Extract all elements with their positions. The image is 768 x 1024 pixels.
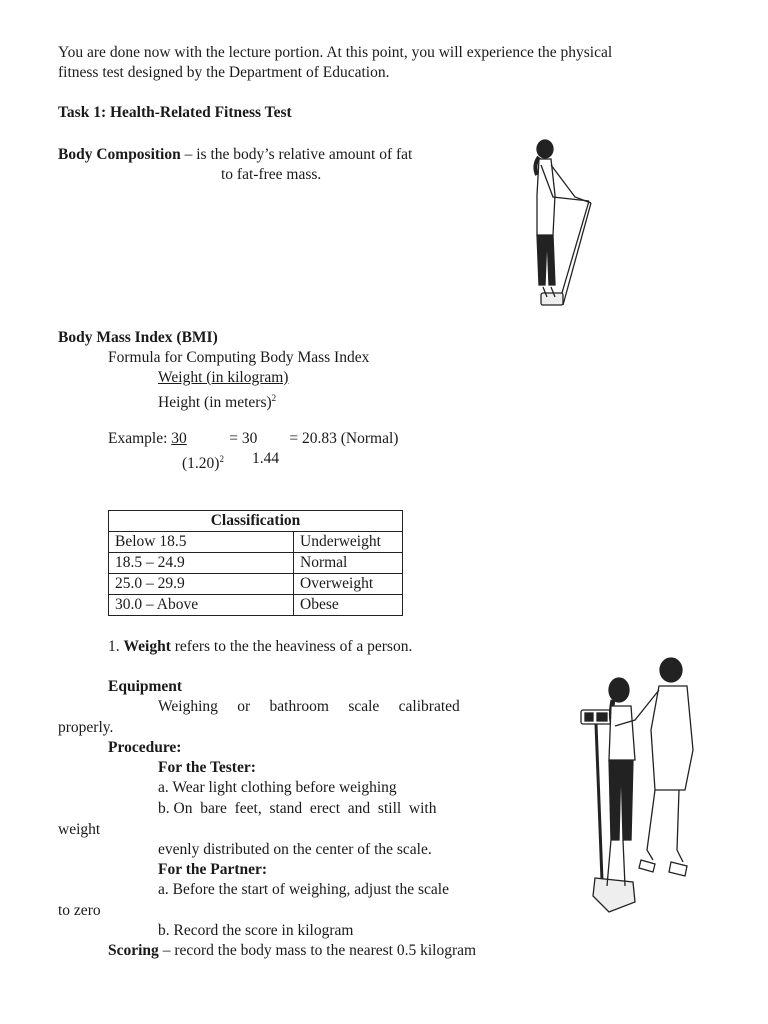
partner-step-b: b. Record the score in kilogram (158, 922, 354, 939)
bmi-range-cell: 18.5 – 24.9 (109, 553, 294, 574)
bmi-denominator-exponent: 2 (271, 393, 277, 403)
bmi-example-den-1-text: (1.20) (182, 455, 220, 472)
bmi-example-label: Example: (108, 430, 172, 447)
bmi-example-den-1 (182, 449, 224, 474)
bmi-range-cell: 25.0 – 29.9 (109, 574, 294, 595)
equipment-label: Equipment (108, 678, 183, 695)
bmi-example-den-1-exponent: 2 (219, 454, 224, 464)
bmi-example-num-1: 30 (171, 430, 187, 447)
body-composition-term: Body Composition (58, 146, 181, 163)
bmi-example-den-2: 1.44 (252, 450, 280, 467)
bmi-range-cell: 30.0 – Above (109, 595, 294, 616)
bmi-heading: Body Mass Index (BMI) (58, 329, 218, 346)
table-row (109, 532, 403, 553)
body-composition-def-2: to fat-free mass. (221, 166, 322, 183)
tester-step-b: b. On bare feet, stand erect and still with (158, 800, 437, 817)
bmi-formula-denominator (158, 388, 276, 413)
standing-person-figure (515, 135, 605, 315)
bmi-category-cell: Underweight (294, 532, 403, 553)
procedure-label: Procedure: (108, 739, 182, 756)
weight-term: Weight (123, 638, 171, 655)
scoring-text: – record the body mass to the nearest 0.5 kilogram (158, 942, 477, 959)
weight-number: 1. (108, 638, 124, 655)
bmi-denominator-text: Height (in meters) (158, 394, 272, 411)
bmi-category-cell: Overweight (294, 574, 403, 595)
partner-step-a: a. Before the start of weighing, adjust the scale (158, 881, 449, 898)
scoring-line (108, 941, 476, 961)
body-composition-definition (58, 145, 412, 165)
scoring-label: Scoring (108, 942, 159, 959)
table-row (109, 553, 403, 574)
weight-definition (108, 637, 412, 657)
classification-table (108, 510, 403, 616)
partner-step-a-cont: to zero (58, 902, 101, 919)
equipment-text: Weighing or bathroom scale calibrated (158, 698, 460, 715)
equipment-text-cont: properly. (58, 719, 114, 736)
table-header-row (109, 511, 403, 532)
weight-def: refers to the the heaviness of a person. (170, 638, 413, 655)
bmi-example-eq-1: = 30 (229, 430, 258, 447)
bmi-formula-label: Formula for Computing Body Mass Index (108, 349, 370, 366)
classification-header: Classification (109, 511, 403, 532)
bmi-example-eq-2: = 20.83 (Normal) (289, 430, 399, 447)
intro-line-2: fitness test designed by the Department of Education. (58, 64, 390, 81)
bmi-category-cell: Normal (294, 553, 403, 574)
partner-label: For the Partner: (158, 861, 268, 878)
weighing-scale-figure (575, 650, 700, 915)
table-row (109, 595, 403, 616)
tester-step-a: a. Wear light clothing before weighing (158, 779, 397, 796)
body-composition-def-1: – is the body’s relative amount of fat (180, 146, 413, 163)
tester-step-b-cont-2: evenly distributed on the center of the scale. (158, 841, 432, 858)
task-title: Task 1: Health-Related Fitness Test (58, 104, 292, 121)
tester-step-b-cont: weight (58, 821, 101, 838)
bmi-formula-numerator: Weight (in kilogram) (158, 369, 289, 386)
intro-line-1: You are done now with the lecture portion. At this point, you will experience the physical (58, 44, 613, 61)
bmi-range-cell: Below 18.5 (109, 532, 294, 553)
bmi-example-line (108, 429, 398, 449)
bmi-category-cell: Obese (294, 595, 403, 616)
tester-label: For the Tester: (158, 759, 256, 776)
table-row (109, 574, 403, 595)
